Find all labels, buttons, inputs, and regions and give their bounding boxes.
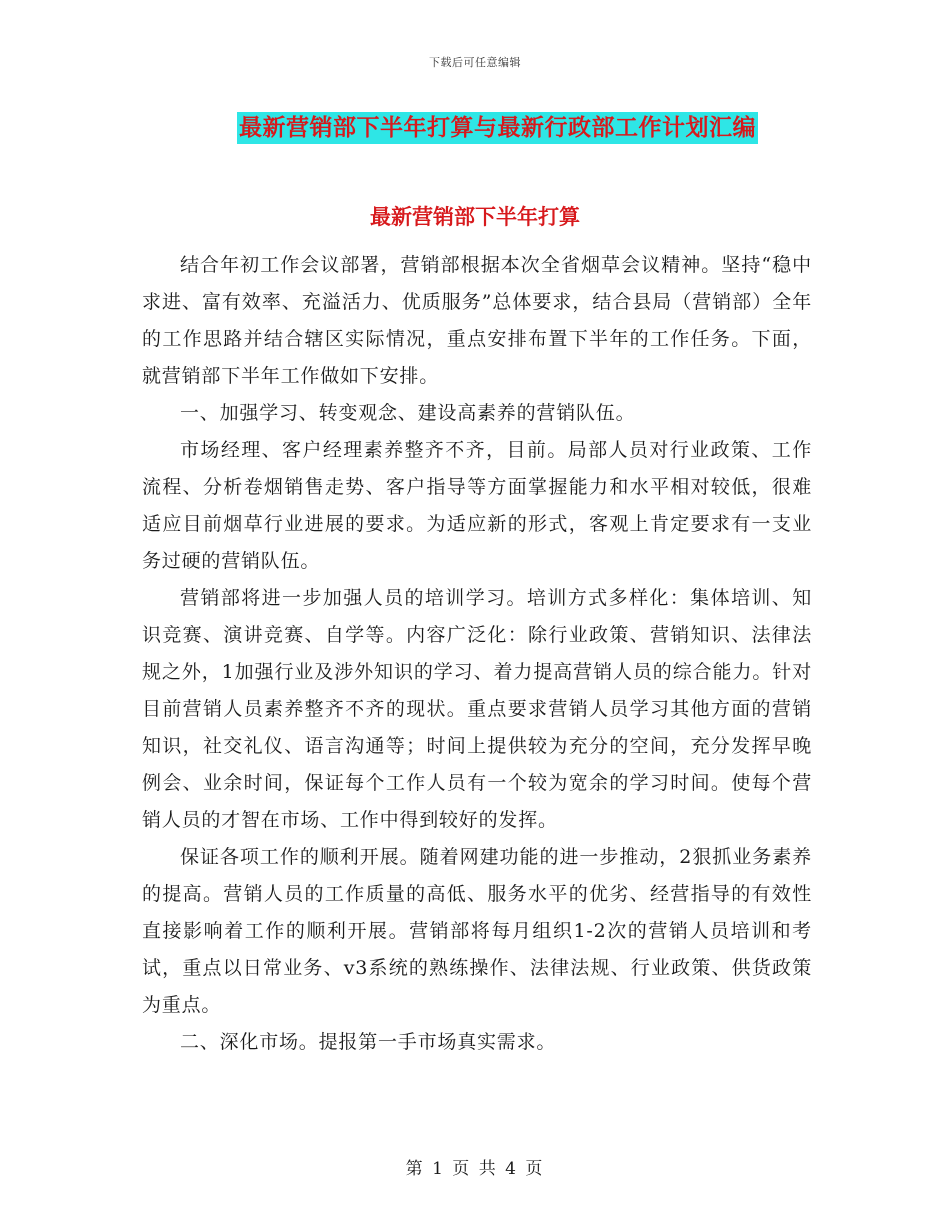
document-title: 最新营销部下半年打算与最新行政部工作计划汇编 (237, 112, 758, 144)
page-footer: 第 1 页 共 4 页 (405, 1159, 545, 1179)
document-title-wrap (0, 112, 950, 144)
paragraph: 一、加强学习、转变观念、建设高素养的营销队伍。 (180, 402, 636, 424)
paragraph: 保证各项工作的顺利开展。随着网建功能的进一步推动，2狠抓业务素养的提高。营销人员的工作质量的高低、服务水平的优劣、经营指导的有效性直接影响着工作的顺利开展。营销部将每月组织1-2次的营销人员培训和考试，重点以日常业务、v3系统的熟练操作、法律法规、行业政策、供货政策为重点。 (142, 846, 812, 1016)
paragraph: 营销部将进一步加强人员的培训学习。培训方式多样化：集体培训、知识竞赛、演讲竞赛、自学等。内容广泛化：除行业政策、营销知识、法律法规之外，1加强行业及涉外知识的学习、着力提高营销人员的综合能力。针对目前营销人员素养整齐不齐的现状。重点要求营销人员学习其他方面的营销知识，社交礼仪、语言沟通等；时间上提供较为充分的空间，充分发挥早晚例会、业余时间，保证每个工作人员有一个较为宽余的学习时间。使每个营销人员的才智在市场、工作中得到较好的发挥。 (142, 587, 812, 831)
paragraph: 市场经理、客户经理素养整齐不齐，目前。局部人员对行业政策、工作流程、分析卷烟销售走势、客户指导等方面掌握能力和水平相对较低，很难适应目前烟草行业进展的要求。为适应新的形式，客观上肯定要求有一支业务过硬的营销队伍。 (142, 439, 812, 572)
document-body (142, 247, 812, 1061)
header-note: 下载后可任意编辑 (429, 56, 521, 69)
paragraph: 二、深化市场。提报第一手市场真实需求。 (180, 1031, 557, 1053)
section-title: 最新营销部下半年打算 (370, 205, 580, 229)
paragraph: 结合年初工作会议部署，营销部根据本次全省烟草会议精神。坚持“稳中求进、富有效率、充溢活力、优质服务”总体要求，结合县局（营销部）全年的工作思路并结合辖区实际情况，重点安排布置下半年的工作任务。下面，就营销部下半年工作做如下安排。 (142, 254, 812, 387)
